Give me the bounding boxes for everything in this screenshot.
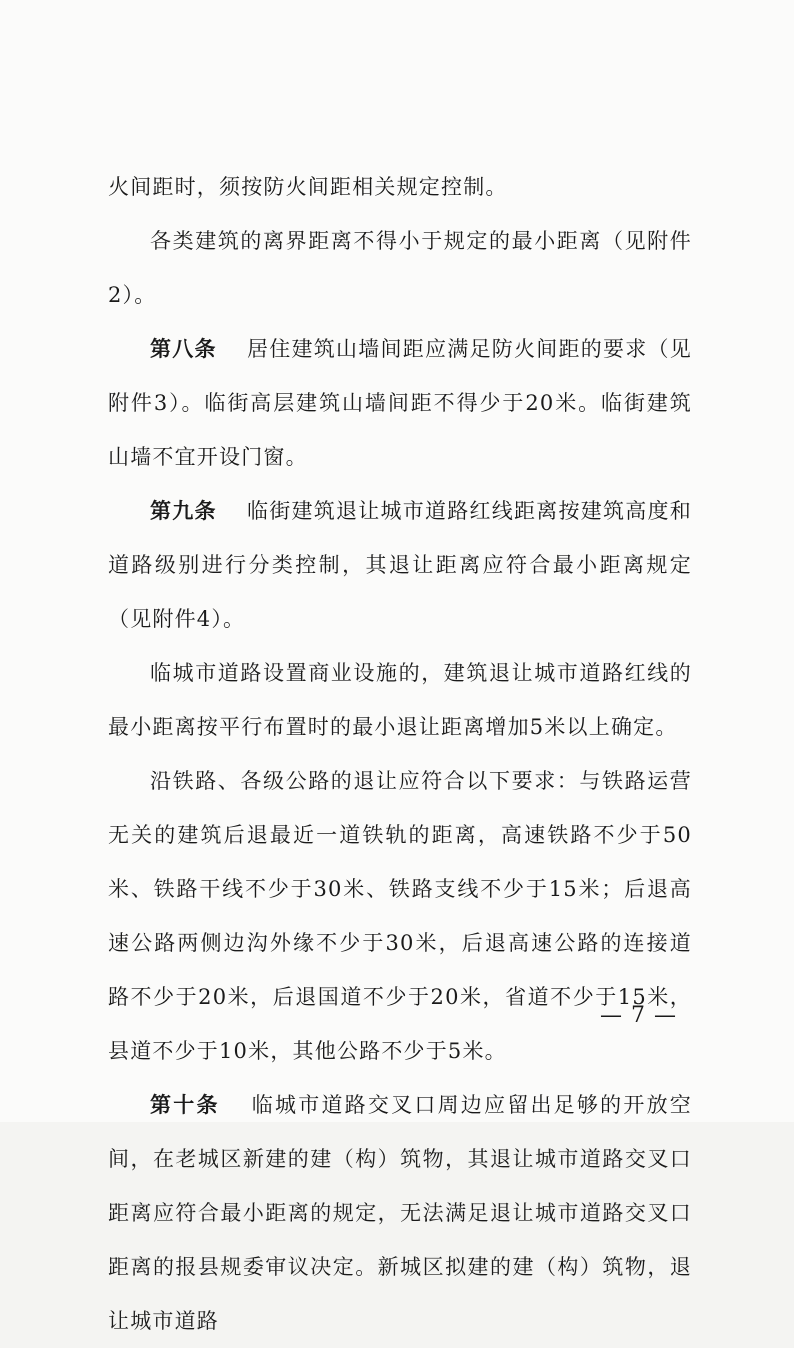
paragraph-text: 临街建筑退让城市道路红线距离按建筑高度和道路级别进行分类控制，其退让距离应符合最小距离规定（见附件4）。 <box>108 499 692 631</box>
page-number: — 7 — <box>600 1003 677 1028</box>
paragraph-text: 各类建筑的离界距离不得小于规定的最小距离（见附件2）。 <box>108 229 692 307</box>
paragraph-1 <box>108 160 692 214</box>
paragraph-6 <box>108 754 692 1078</box>
article-heading: 第十条 <box>150 1092 220 1117</box>
article-heading: 第九条 <box>150 498 217 523</box>
paragraph-2 <box>108 214 692 322</box>
paragraph-text: 居住建筑山墙间距应满足防火间距的要求（见附件3）。临街高层建筑山墙间距不得少于20米。临街建筑山墙不宜开设门窗。 <box>108 337 692 469</box>
article-10-paragraph <box>108 1078 692 1348</box>
article-9-paragraph <box>108 484 692 646</box>
paragraph-5 <box>108 646 692 754</box>
paragraph-text: 沿铁路、各级公路的退让应符合以下要求：与铁路运营无关的建筑后退最近一道铁轨的距离，高速铁路不少于50米、铁路干线不少于30米、铁路支线不少于15米；后退高速公路两侧边沟外缘不少于30米，后退高速公路的连接道路不少于20米，后退国道不少于20米，省道不少于15米，县道不少于10米，其他公路不少于5米。 <box>108 769 692 1063</box>
paragraph-text: 临城市道路设置商业设施的，建筑退让城市道路红线的最小距离按平行布置时的最小退让距离增加5米以上确定。 <box>108 661 692 739</box>
article-heading: 第八条 <box>150 336 217 361</box>
article-8-paragraph <box>108 322 692 484</box>
paragraph-text: 临城市道路交叉口周边应留出足够的开放空间，在老城区新建的建（构）筑物，其退让城市道路交叉口距离应符合最小距离的规定，无法满足退让城市道路交叉口距离的报县规委审议决定。新城区拟建的建（构）筑物，退让城市道路 <box>108 1093 692 1333</box>
paragraph-text: 火间距时，须按防火间距相关规定控制。 <box>108 175 508 199</box>
body-text <box>108 160 692 1348</box>
